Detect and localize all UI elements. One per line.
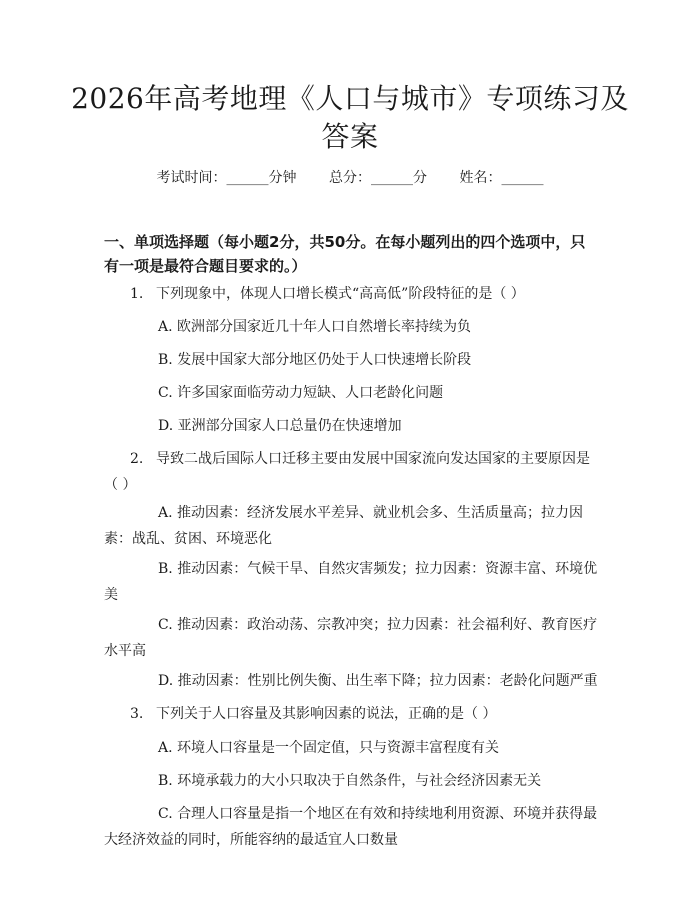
option-text: A. 欧洲部分国家近几十年人口自然增长率持续为负 <box>158 319 472 335</box>
option-text: A. 推动因素：经济发展水平差异、就业机会多、生活质量高；拉力因素：战乱、贫困、环境恶化 <box>104 505 584 547</box>
question-number: 1. <box>130 286 144 302</box>
option-text: B. 推动因素：气候干旱、自然灾害频发；拉力因素：资源丰富、环境优美 <box>104 561 598 603</box>
question-3-option-b <box>104 768 598 794</box>
question-2-option-d <box>104 668 598 694</box>
option-text: C. 许多国家面临劳动力短缺、人口老龄化问题 <box>158 385 444 401</box>
question-2-option-a <box>104 500 598 552</box>
question-number: 3. <box>130 706 144 722</box>
option-text: C. 合理人口容量是指一个地区在有效和持续地利用资源、环境并获得最大经济效益的同时，所能容纳的最适宜人口数量 <box>104 806 598 848</box>
question-text: 导致二战后国际人口迁移主要由发展中国家流向发达国家的主要原因是（ ） <box>104 451 590 493</box>
question-3-option-a <box>104 735 598 761</box>
question-number: 2. <box>130 451 144 467</box>
question-3-option-c <box>104 801 598 853</box>
document-title: 2026年高考地理《人口与城市》专项练习及答案 <box>71 82 629 153</box>
question-2-stem <box>104 446 598 498</box>
question-1-option-d <box>104 413 598 439</box>
total-score-field: 总分：______分 <box>329 170 427 186</box>
question-2-option-c <box>104 612 598 664</box>
question-1-option-b <box>104 347 598 373</box>
question-2-option-b <box>104 556 598 608</box>
option-text: D. 推动因素：性别比例失衡、出生率下降；拉力因素：老龄化问题严重 <box>158 673 598 689</box>
section-heading: 一、单项选择题（每小题2分，共50分。在每小题列出的四个选项中，只有一项是最符合题目要求的。） <box>104 233 586 275</box>
question-1-option-c <box>104 380 598 406</box>
question-3-stem <box>104 701 598 727</box>
question-text: 下列关于人口容量及其影响因素的说法，正确的是（ ） <box>156 706 497 722</box>
option-text: C. 推动因素：政治动荡、宗教冲突；拉力因素：社会福利好、教育医疗水平高 <box>104 617 598 659</box>
option-text: B. 发展中国家大部分地区仍处于人口快速增长阶段 <box>158 352 472 368</box>
question-1-stem <box>104 281 598 307</box>
option-text: D. 亚洲部分国家人口总量仍在快速增加 <box>158 418 402 434</box>
question-text: 下列现象中，体现人口增长模式“高高低”阶段特征的是（ ） <box>156 286 525 302</box>
exam-time-field: 考试时间：______分钟 <box>156 170 297 186</box>
question-1-option-a <box>104 314 598 340</box>
option-text: B. 环境承载力的大小只取决于自然条件，与社会经济因素无关 <box>158 773 542 789</box>
name-field: 姓名：______ <box>459 170 544 186</box>
option-text: A. 环境人口容量是一个固定值，只与资源丰富程度有关 <box>158 740 500 756</box>
exam-info-line <box>0 168 700 188</box>
